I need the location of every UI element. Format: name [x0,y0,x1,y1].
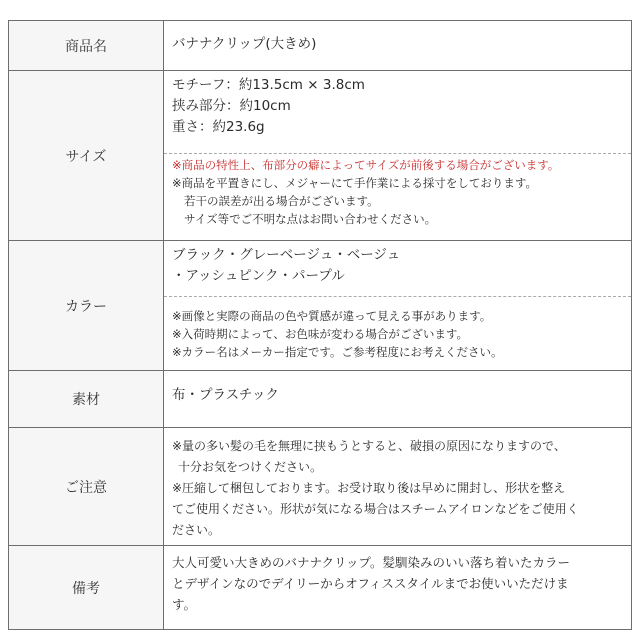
caution-line-2: 十分お気をつけください。 [178,460,323,474]
size-weight: 重さ：約23.6g [172,119,265,135]
color-note-2: ※入荷時期によって、お色味が変わる場合がございます。 [172,327,468,341]
content-caution [164,428,632,545]
content-product-name [164,21,632,70]
material-value: 布・プラスチック [172,387,279,403]
size-clip-part: 挟み部分：約10cm [172,98,291,114]
label-size: サイズ [9,71,164,240]
size-measure-note: ※商品を平置きにし、メジャーにて手作業による採寸をしております。 [172,176,537,190]
row-product-name [9,21,632,71]
label-color: カラー [9,241,164,370]
label-remarks: 備考 [9,546,164,629]
size-measure-note-2: 若干の誤差が出る場合がございます。 [184,194,379,208]
label-material: 素材 [9,371,164,427]
color-line-1: ブラック・グレーベージュ・ベージュ [172,247,401,263]
caution-line-1: ※量の多い髪の毛を無理に挟もうとすると、破損の原因になりますので、 [172,439,566,453]
content-color [164,241,632,370]
caution-line-3: ※圧縮して梱包しております。お受け取り後は早めに開封し、形状を整え [172,481,566,495]
color-notes [164,296,631,361]
row-caution [9,428,632,546]
size-notes [164,153,631,228]
remarks-line-3: す。 [172,597,197,612]
color-line-2: ・アッシュピンク・パープル [172,268,345,284]
size-motif: モチーフ：約13.5cm × 3.8cm [172,77,365,93]
product-spec-table [8,20,632,630]
label-caution: ご注意 [9,428,164,545]
content-remarks [164,546,632,629]
product-name-value: バナナクリップ(大きめ) [172,36,317,52]
size-warning-note: ※商品の特性上、布部分の癖によってサイズが前後する場合がございます。 [172,158,560,172]
row-size [9,71,632,241]
color-note-3: ※カラー名はメーカー指定です。ご参考程度にお考えください。 [172,345,503,359]
caution-line-4: てご使用ください。形状が気になる場合はスチームアイロンなどをご使用く [172,502,579,516]
remarks-line-2: とデザインなのでデイリーからオフィススタイルまでお使いいただけま [172,576,569,591]
row-remarks [9,546,632,630]
size-measure-note-3: サイズ等でご不明な点はお問い合わせください。 [184,212,437,226]
color-list [164,245,631,287]
color-note-1: ※画像と実際の商品の色や質感が違って見える事があります。 [172,309,492,323]
remarks-line-1: 大人可愛い大きめのバナナクリップ。髪馴染みのいい落ち着いたカラー [172,555,571,570]
remarks-text [164,552,631,615]
caution-text [164,436,631,541]
size-specs [164,75,631,138]
content-material [164,371,632,427]
row-color [9,241,632,371]
label-product-name: 商品名 [9,21,164,70]
caution-line-5: ださい。 [172,523,221,537]
row-material [9,371,632,428]
content-size [164,71,632,240]
